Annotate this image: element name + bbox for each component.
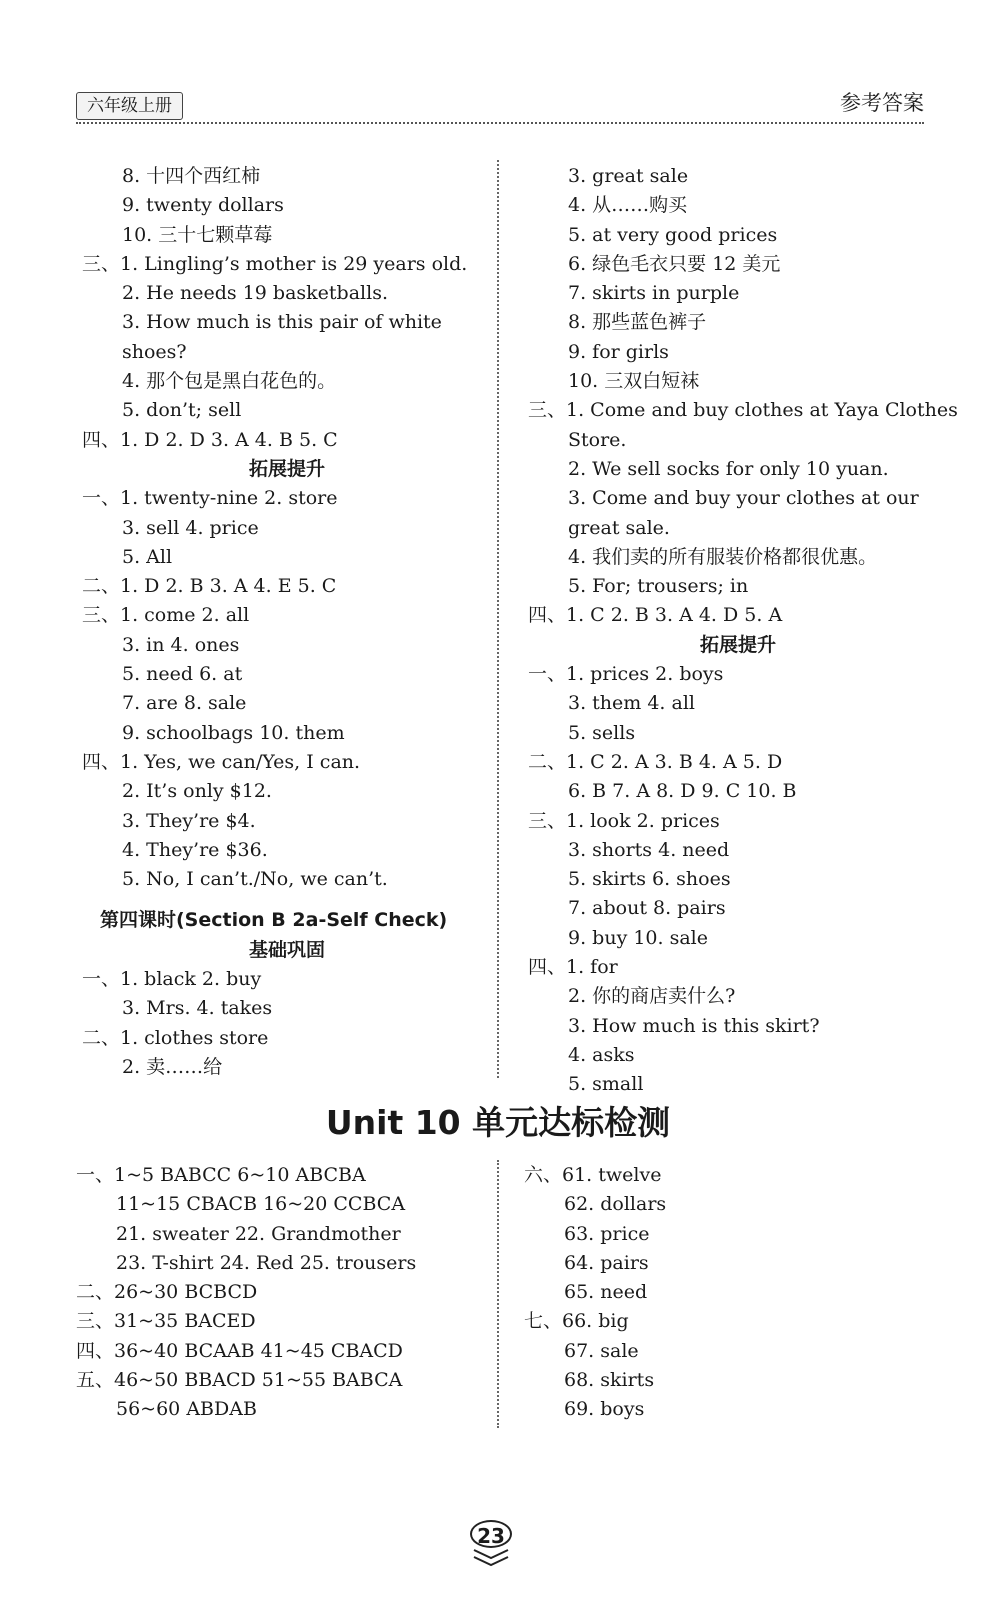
answer-line: 10. 三双白短袜 — [568, 370, 700, 393]
answer-line: 二、1. clothes store — [82, 1026, 269, 1049]
answer-line: 7. about 8. pairs — [568, 897, 726, 920]
answer-line: 9. for girls — [568, 340, 669, 363]
answer-line: 五、46~50 BBACD 51~55 BABCA — [76, 1369, 403, 1392]
answer-line: 3. How much is this pair of white — [122, 311, 442, 334]
answer-line: 65. need — [564, 1281, 648, 1304]
answer-line: 8. 十四个西红柿 — [122, 165, 261, 187]
answer-line: 8. 那些蓝色裤子 — [568, 311, 707, 334]
answer-line: 七、66. big — [524, 1310, 629, 1333]
header-rule — [76, 122, 924, 124]
answer-line: 4. 我们卖的所有服装价格都很优惠。 — [568, 545, 878, 568]
answer-line: 21. sweater 22. Grandmother — [116, 1222, 401, 1245]
answer-line: 四、36~40 BCAAB 41~45 CBACD — [76, 1339, 403, 1362]
answer-line: 四、1. for — [528, 956, 618, 979]
answer-line: 69. boys — [564, 1398, 645, 1421]
answer-line: 56~60 ABDAB — [116, 1398, 257, 1421]
answer-line: 一、1. black 2. buy — [82, 968, 262, 991]
answer-line: 3. shorts 4. need — [568, 838, 730, 861]
lesson-heading: 第四课时(Section B 2a-Self Check) — [100, 909, 448, 932]
answer-line: 三、1. look 2. prices — [528, 809, 720, 832]
answer-line: 62. dollars — [564, 1193, 667, 1216]
answer-line: 4. 那个包是黑白花色的。 — [122, 370, 337, 393]
answer-line: Store. — [568, 428, 627, 451]
answer-line: 一、1~5 BABCC 6~10 ABCBA — [76, 1164, 366, 1186]
answer-line: 3. great sale — [568, 165, 689, 187]
answer-line: 64. pairs — [564, 1251, 649, 1274]
answer-line: 2. It’s only $12. — [122, 780, 272, 803]
answer-line: 7. are 8. sale — [122, 692, 247, 715]
answer-line: 6. 绿色毛衣只要 12 美元 — [568, 252, 781, 275]
unit-title: Unit 10 单元达标检测 — [325, 1103, 671, 1142]
answer-line: 二、26~30 BCBCD — [76, 1281, 258, 1304]
chevron-down-icon — [462, 1548, 520, 1568]
page-number: 23 — [477, 1524, 505, 1548]
answer-line: 9. schoolbags 10. them — [122, 721, 345, 744]
answer-line: 5. For; trousers; in — [568, 575, 749, 598]
answer-line: 四、1. Yes, we can/Yes, I can. — [82, 750, 361, 773]
spacer — [82, 894, 492, 906]
answer-line: great sale. — [568, 516, 670, 539]
subsection-heading: 拓展提升 — [699, 633, 776, 656]
answer-line: 一、1. twenty-nine 2. store — [82, 487, 338, 510]
answer-line: 二、1. C 2. A 3. B 4. A 5. D — [528, 750, 783, 773]
column-divider-top — [497, 160, 499, 1078]
answer-line: 5. All — [122, 545, 173, 568]
answer-line: 9. buy 10. sale — [568, 926, 708, 949]
answer-line: 三、31~35 BACED — [76, 1310, 256, 1333]
left-column-top — [82, 162, 492, 1082]
answer-line: 10. 三十七颗草莓 — [122, 223, 273, 246]
answer-line: 3. Mrs. 4. takes — [122, 997, 273, 1020]
answer-line: 三、1. Come and buy clothes at Yaya Clothes — [528, 399, 958, 422]
answer-line: 2. 你的商店卖什么? — [568, 985, 736, 1008]
answer-line: 63. price — [564, 1222, 650, 1245]
answer-line: 9. twenty dollars — [122, 194, 284, 217]
answer-line: 2. We sell socks for only 10 yuan. — [568, 457, 889, 480]
answer-line: 四、1. D 2. D 3. A 4. B 5. C — [82, 428, 338, 451]
subsection-heading: 基础巩固 — [248, 938, 325, 961]
answer-line: 3. sell 4. price — [122, 516, 259, 539]
answer-line: 5. at very good prices — [568, 223, 778, 246]
section-title: 参考答案 — [840, 91, 924, 115]
answer-line: 4. They’re $36. — [122, 838, 268, 861]
answer-line: 4. 从……购买 — [568, 194, 688, 217]
answer-line: 3. in 4. ones — [122, 633, 240, 656]
answer-line: 3. them 4. all — [568, 692, 695, 715]
answer-line: 68. skirts — [564, 1369, 655, 1392]
answer-line: 四、1. C 2. B 3. A 4. D 5. A — [528, 604, 783, 627]
left-column-bottom — [76, 1161, 491, 1425]
answer-line: 6. B 7. A 8. D 9. C 10. B — [568, 780, 797, 803]
answer-line: 5. small — [568, 1073, 644, 1096]
answer-line: 3. They’re $4. — [122, 809, 256, 832]
subsection-heading: 拓展提升 — [248, 457, 325, 480]
answer-line: 三、1. Lingling’s mother is 29 years old. — [82, 252, 468, 275]
answer-line: 一、1. prices 2. boys — [528, 663, 724, 686]
right-column-top — [528, 162, 958, 1100]
answer-line: 六、61. twelve — [524, 1164, 662, 1186]
answer-line: 11~15 CBACB 16~20 CCBCA — [116, 1193, 406, 1216]
answer-line: 5. No, I can’t./No, we can’t. — [122, 868, 388, 891]
answer-line: 5. don’t; sell — [122, 399, 242, 422]
answer-line: 3. Come and buy your clothes at our — [568, 487, 919, 510]
answer-line: 二、1. D 2. B 3. A 4. E 5. C — [82, 575, 337, 598]
answer-line: 5. need 6. at — [122, 663, 243, 686]
answer-line: 2. He needs 19 basketballs. — [122, 282, 388, 305]
answer-line: 67. sale — [564, 1339, 639, 1362]
answer-line: 7. skirts in purple — [568, 282, 740, 305]
answer-line: 5. skirts 6. shoes — [568, 868, 731, 891]
answer-line: 23. T-shirt 24. Red 25. trousers — [116, 1251, 417, 1274]
column-divider-bottom — [497, 1160, 499, 1428]
answer-line: 2. 卖……给 — [122, 1055, 223, 1078]
grade-label: 六年级上册 — [76, 92, 183, 120]
answer-line: 三、1. come 2. all — [82, 604, 250, 627]
answer-line: 5. sells — [568, 721, 636, 744]
answer-line: shoes? — [122, 340, 187, 363]
answer-line: 4. asks — [568, 1043, 635, 1066]
right-column-bottom — [524, 1161, 944, 1425]
answer-line: 3. How much is this skirt? — [568, 1014, 820, 1037]
